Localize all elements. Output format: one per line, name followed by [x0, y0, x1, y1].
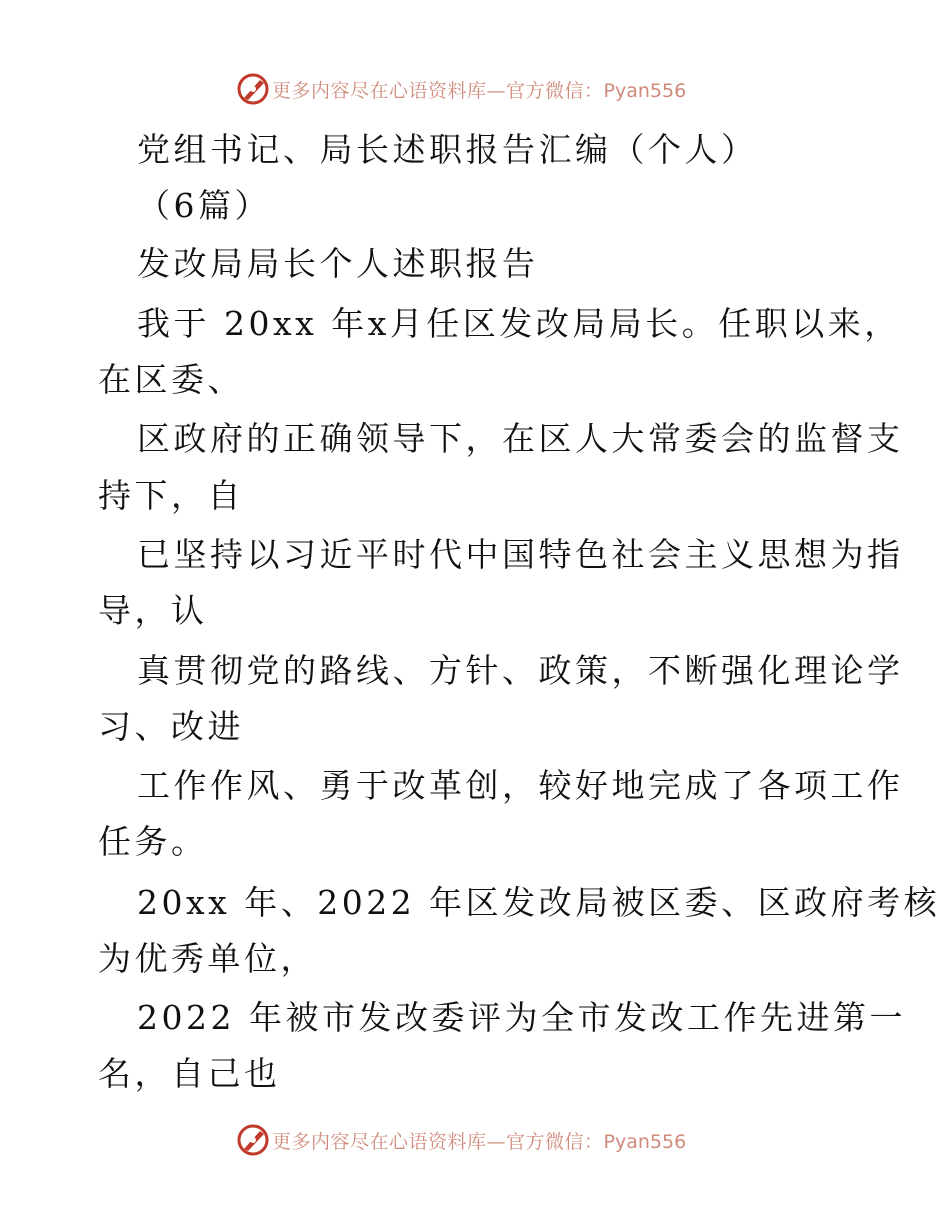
- paragraph-line: 2022 年被市发改委评为全市发改工作先进第一: [137, 998, 906, 1037]
- paragraph-line: 区政府的正确领导下，在区人大常委会的监督支: [137, 419, 904, 458]
- paragraph-line: 真贯彻党的路线、方针、政策，不断强化理论学: [137, 651, 904, 690]
- paragraph-line: 任务。: [98, 822, 208, 861]
- doc-title-line: 党组书记、局长述职报告汇编（个人）: [137, 130, 758, 169]
- paragraph-line: 工作作风、勇于改革创，较好地完成了各项工作: [137, 766, 904, 805]
- paragraph-line: 为优秀单位，: [98, 939, 317, 978]
- paragraph-line: 持下，自: [98, 476, 244, 515]
- footer-watermark: [236, 1123, 686, 1157]
- watermark-text: 更多内容尽在心语资料库—官方微信：Pyan556: [272, 79, 687, 102]
- doc-title-count: （6篇）: [137, 186, 271, 225]
- paragraph-line: 我于 20xx 年x月任区发改局局长。任职以来，: [137, 304, 901, 343]
- paragraph-line: 20xx 年、2022 年区发改局被区委、区政府考核: [137, 883, 941, 922]
- pen-logo-icon: [236, 72, 270, 106]
- paragraph-line: 名，自己也: [98, 1054, 281, 1093]
- section-heading: 发改局局长个人述职报告: [137, 244, 539, 283]
- watermark-brand: Pyan556: [603, 1130, 687, 1153]
- paragraph-line: 在区委、: [98, 360, 244, 399]
- watermark-text: 更多内容尽在心语资料库—官方微信：Pyan556: [272, 1130, 687, 1153]
- pen-logo-icon: [236, 1123, 270, 1157]
- paragraph-line: 习、改进: [98, 707, 244, 746]
- paragraph-line: 导，认: [98, 591, 208, 630]
- watermark-brand: Pyan556: [603, 79, 687, 102]
- paragraph-line: 已坚持以习近平时代中国特色社会主义思想为指: [137, 535, 904, 574]
- header-watermark: [236, 72, 686, 106]
